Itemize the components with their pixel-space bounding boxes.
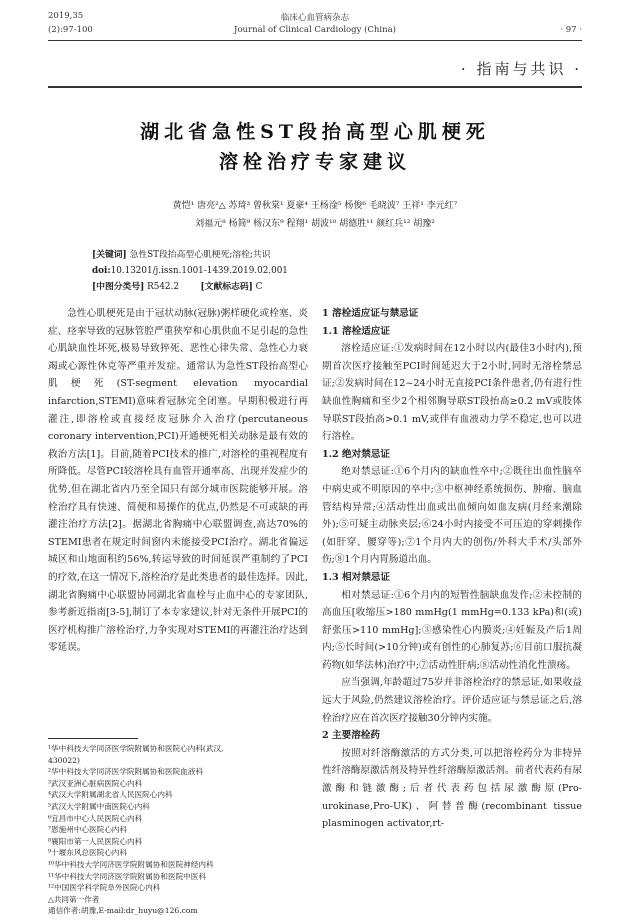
header-journal-en: Journal of Clinical Cardiology (China): [234, 25, 396, 35]
right-column: [322, 305, 582, 833]
affiliation-note: ³武汉亚洲心脏病医院心内科: [48, 778, 143, 788]
intro-paragraph: 急性心肌梗死是由于冠状动脉(冠脉)粥样硬化或栓塞、炎症、痉挛导致的冠脉管腔严重狭窄和心肌供血不足引起的急性心肌缺血性坏死,极易导致猝死、恶性心律失常、急性心力衰竭或心源性休克等严重并发症。通常认为急性ST段抬高型心肌梗死(ST-segment elevation myocardial infarction,STEMI)意味着冠脉完全闭塞。早期积极进行再灌注,即溶栓或直接经皮冠脉介入治疗(percutaneous coronary intervention,PCI)开通梗死相关动脉是最有效的救治方法[1]。目前,随着PCI技术的推广,对溶栓的重视程度有所降低。尽管PCI较溶栓具有血管开通率高、出现并发症少的优势,但在湖北省内乃至全国只有部分城市医院能够开展。溶栓治疗具有快速、简便和易操作的优点,仍然是不可或缺的再灌注治疗方法[2]。据湖北省胸痛中心联盟调查,高达70%的STEMI患者在规定时间窗内未能接受PCI治疗。湖北省偏远城区和山地面积约56%,转运导致的时间延误严重制约了PCI的疗效,在这一情况下,溶栓治疗是此类患者的最佳选择。因此,湖北省胸痛中心联盟协同湖北省血栓与止血中心的专家团队,参考新近指南[3-5],制订了本专家建议,针对无条件开展PCI的医疗机构推广溶栓治疗,力争实现对STEMI的再灌注治疗达到零延误。: [48, 308, 308, 654]
affiliation-note: ⁷恩施州中心医院心内科: [48, 825, 127, 835]
doc-code-label: [文献标志码]: [200, 282, 253, 292]
affiliation-note: ¹华中科技大学同济医学院附属协和医院心内科(武汉,: [48, 744, 224, 753]
section-2-text: 按照对纤溶酶激活的方式分类,可以把溶栓药分为非特异性纤溶酶原激活剂及特异性纤溶酶原激活剂。前者代表药有尿激酶和链激酶;后者代表药包括尿激酶原(Pro-urokinase,Pro-UK)、阿替普酶(recombinant tissue plasminogen activator,rt-: [322, 747, 582, 830]
section-rule: [48, 86, 582, 88]
header-rule: [48, 40, 582, 41]
affiliation-note: ⁵武汉大学附属中南医院心内科: [48, 801, 150, 811]
section-1-3-text: 相对禁忌证:①6个月内的短暂性脑缺血发作;②未控制的高血压[收缩压>180 mmHg(1 mmHg=0.133 kPa)和(或)舒张压>110 mmHg];③感染性心内膜炎;④妊娠及产后1周内;⑤长时间(>10分钟)或有创性的心肺复苏;⑥目前口服抗凝药物(如华法林)治疗中;⑦活动性肝病;⑧活动性消化性溃疡。: [322, 589, 582, 671]
author-line-2: 刘福元⁸ 杨简⁹ 杨汉东⁹ 程翔¹ 胡波¹⁰ 胡德胜¹¹ 颜红兵¹² 胡豫²: [195, 219, 435, 229]
section-2-heading: 2 主要溶栓药: [322, 730, 380, 742]
affiliation-note: 430022): [48, 755, 80, 765]
header-year-volume: 2019,35: [48, 11, 84, 21]
clc-label: [中图分类号]: [92, 282, 145, 292]
doi-value: 10.13201/j.issn.1001-1439.2019.02.001: [110, 266, 288, 276]
keywords-label: [关键词]: [92, 250, 127, 260]
author-line-1: 黄恺¹ 唐亮²△ 苏琦³ 曾秋棠¹ 夏豪⁴ 王杨淦⁵ 杨俊⁶ 毛晓波⁷ 王祥¹ 李元红⁷: [172, 201, 458, 211]
section-1-2-heading: 1.2 绝对禁忌证: [322, 448, 390, 460]
affiliation-note: ²华中科技大学同济医学院附属协和医院血液科: [48, 767, 203, 777]
header-journal-cn: 临床心血管病杂志: [280, 13, 349, 23]
affiliation-note: ¹¹华中科技大学同济医学院附属协和医院中医科: [48, 871, 206, 881]
affiliation-note: ¹²中国医学科学院阜外医院心内科: [48, 883, 161, 893]
keywords-line: [92, 247, 552, 263]
section-1-1-heading: 1.1 溶栓适应证: [322, 325, 390, 337]
section-tag: · 指南与共识 ·: [460, 60, 582, 78]
affiliation-note: ⁸襄阳市第一人民医院心内科: [48, 836, 143, 846]
doi-line: [92, 263, 552, 279]
article-title-line1: 湖北省急性ST段抬高型心肌梗死: [140, 121, 490, 143]
footnote-rule: [48, 738, 138, 739]
section-1-2-text: 绝对禁忌证:①6个月内的缺血性卒中;②既往出血性脑卒中病史或不明原因的卒中;③中枢神经系统损伤、肿瘤、脑血管结构异常;④活动性出血或出血倾向如血友病(月经来潮除外);⑤可疑主动脉夹层;⑥24小时内接受不可压迫的穿刺操作(如肝穿、腰穿等);⑦1个月内大的创伤/外科大手术/头部外伤;⑧1个月内胃肠道出血。: [322, 466, 582, 566]
affiliation-note: ¹⁰华中科技大学同济医学院附属协和医院神经内科: [48, 859, 214, 869]
left-column: [48, 305, 308, 657]
section-1-3-heading: 1.3 相对禁忌证: [322, 571, 390, 583]
affiliation-notes: [48, 743, 310, 917]
keywords-value: 急性ST段抬高型心肌梗死;溶栓;共识: [129, 250, 271, 260]
affiliation-note: ⁴武汉大学附属湖北省人民医院心内科: [48, 790, 173, 800]
co-first-author-note: △共同第一作者: [48, 894, 100, 904]
clc-value: R542.2: [147, 282, 179, 292]
header-issue-pages: (2):97-100: [48, 25, 93, 35]
article-title-line2: 溶栓治疗专家建议: [218, 151, 411, 173]
section-1-heading: 1 溶栓适应证与禁忌证: [322, 308, 419, 319]
header-page-number: · 97 ·: [560, 25, 582, 35]
doc-code-value: C: [255, 282, 263, 292]
affiliation-note: ⁹十堰东风总医院心内科: [48, 848, 127, 858]
corresponding-author-note: 通信作者:胡豫,E-mail:dr_huyu@126.com: [48, 906, 198, 916]
section-1-1-text: 溶栓适应证:①发病时间在12小时以内(最佳3小时内),预期首次医疗接触至PCI时间延迟大于2小时,同时无溶栓禁忌证;②发病时间在12~24小时无直接PCI条件患者,仍有进行性缺血性胸痛和至少2个相邻胸导联ST段抬高≥0.2 mV或肢体导联ST段抬高>0.1 mV,或伴有血液动力学不稳定,也可以进行溶栓。: [322, 343, 582, 443]
doi-label: doi:: [92, 266, 111, 276]
classification-line: [92, 279, 552, 295]
section-1-note: 应当强调,年龄超过75岁并非溶栓治疗的禁忌证,如果收益远大于风险,仍然建议溶栓治疗。评价适应证与禁忌证之后,溶栓治疗应在首次医疗接触30分钟内实施。: [322, 677, 582, 724]
affiliation-note: ⁶宜昌市中心人民医院心内科: [48, 813, 143, 823]
